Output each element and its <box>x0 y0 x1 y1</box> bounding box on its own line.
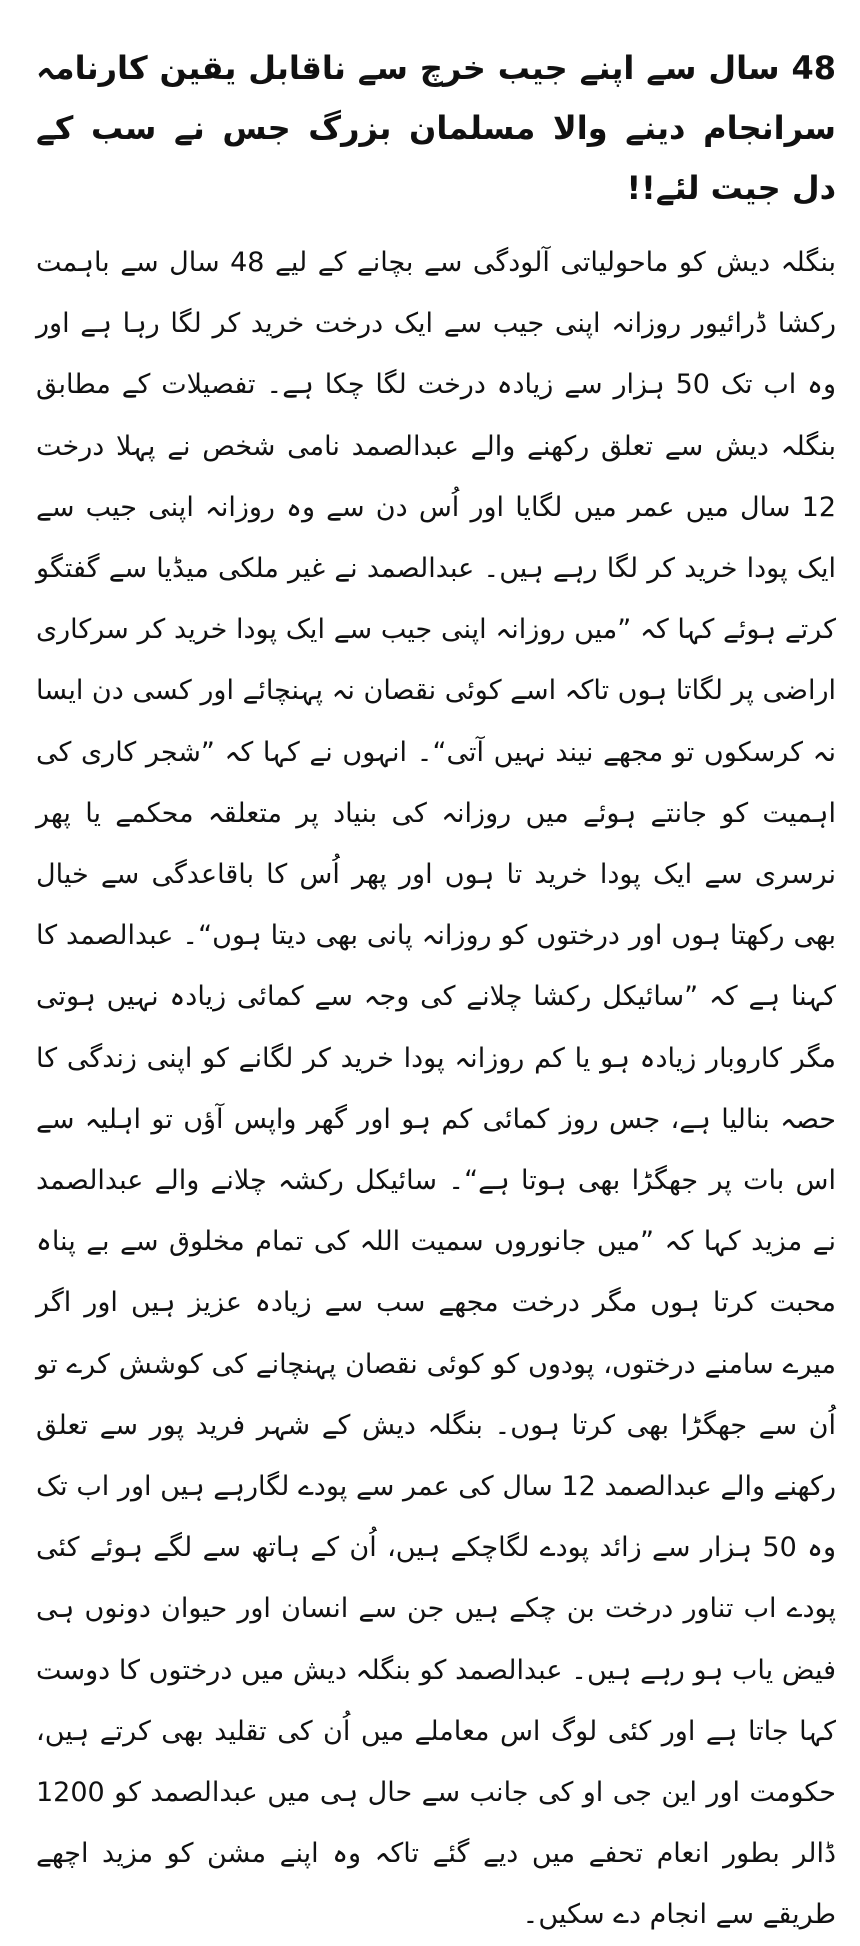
article-headline: 48 سال سے اپنے جیب خرچ سے ناقابل یقین کارنامہ سرانجام دینے والا مسلمان بزرگ جس نے سب کے دل جیت لئے!! <box>36 49 836 207</box>
article <box>36 0 836 1946</box>
article-body: بنگلہ دیش کو ماحولیاتی آلودگی سے بچانے کے لیے 48 سال سے باہمت رکشا ڈرائیور روزانہ اپنی جیب سے ایک درخت خرید کر لگا رہا ہے اور وہ اب تک 50 ہزار سے زیادہ درخت لگا چکا ہے۔ تفصیلات کے مطابق بنگلہ دیش سے تعلق رکھنے والے عبدالصمد نامی شخص نے پہلا درخت 12 سال میں عمر میں لگایا اور اُس دن سے وہ روزانہ اپنی جیب سے ایک پودا خرید کر لگا رہے ہیں۔ عبدالصمد نے غیر ملکی میڈیا سے گفتگو کرتے ہوئے کہا کہ ”میں روزانہ اپنی جیب سے ایک پودا خرید کر سرکاری اراضی پر لگاتا ہوں تاکہ اسے کوئی نقصان نہ پہنچائے اور کسی دن ایسا نہ کرسکوں تو مجھے نیند نہیں آتی“۔ انہوں نے کہا کہ ”شجر کاری کی اہمیت کو جانتے ہوئے میں روزانہ کی بنیاد پر متعلقہ محکمے یا پھر نرسری سے ایک پودا خرید تا ہوں اور پھر اُس کا باقاعدگی سے خیال بھی رکھتا ہوں اور درختوں کو روزانہ پانی بھی دیتا ہوں“۔ عبدالصمد کا کہنا ہے کہ ”سائیکل رکشا چلانے کی وجہ سے کمائی زیادہ نہیں ہوتی مگر کاروبار زیادہ ہو یا کم روزانہ پودا خرید کر لگانے کو اپنی زندگی کا حصہ بنالیا ہے، جس روز کمائی کم ہو اور گھر واپس آؤں تو اہلیہ سے اس بات پر جھگڑا بھی ہوتا ہے“۔ سائیکل رکشہ چلانے والے عبدالصمد نے مزید کہا کہ ”میں جانوروں سمیت اللہ کی تمام مخلوق سے بے پناہ محبت کرتا ہوں مگر درخت مجھے سب سے زیادہ عزیز ہیں اور اگر میرے سامنے درختوں، پودوں کو کوئی نقصان پہنچانے کی کوشش کرے تو اُن سے جھگڑا بھی کرتا ہوں۔ بنگلہ دیش کے شہر فرید پور سے تعلق رکھنے والے عبدالصمد 12 سال کی عمر سے پودے لگارہے ہیں اور اب تک وہ 50 ہزار سے زائد پودے لگاچکے ہیں، اُن کے ہاتھ سے لگے ہوئے کئی پودے اب تناور درخت بن چکے ہیں جن سے انسان اور حیوان دونوں ہی فیض یاب ہو رہے ہیں۔ عبدالصمد کو بنگلہ دیش میں درختوں کا دوست کہا جاتا ہے اور کئی لوگ اس معاملے میں اُن کی تقلید بھی کرتے ہیں، حکومت اور این جی او کی جانب سے حال ہی میں عبدالصمد کو 1200 ڈالر بطور انعام تحفے میں دیے گئے تاکہ وہ اپنے مشن کو مزید اچھے طریقے سے انجام دے سکیں۔ <box>36 247 836 1931</box>
